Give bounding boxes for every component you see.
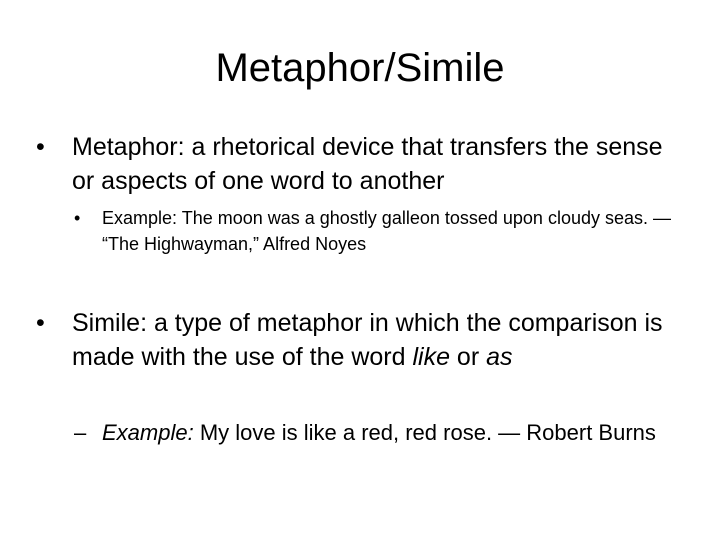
bullet-marker: •	[36, 309, 45, 337]
simile-example	[102, 418, 674, 448]
simile-definition-text: Simile: a type of metaphor in which the comparison is made with the use of the word	[72, 309, 663, 371]
bullet-metaphor	[36, 130, 676, 198]
word-or: or	[449, 343, 487, 371]
word-as: as	[486, 343, 513, 371]
sub-bullet-marker: •	[74, 208, 81, 228]
slide-title: Metaphor/Simile	[215, 46, 505, 90]
bullet-simile-example	[74, 418, 674, 448]
bullet-marker: •	[36, 133, 45, 161]
metaphor-definition: Metaphor: a rhetorical device that transfers the sense or aspects of one word to another	[72, 133, 663, 195]
simile-example-label: Example:	[102, 420, 194, 445]
simile-definition	[72, 306, 676, 374]
bullet-metaphor-example	[74, 205, 674, 257]
bullet-simile	[36, 306, 676, 374]
dash-marker: –	[74, 420, 87, 445]
word-like: like	[412, 343, 450, 371]
simile-example-text: My love is like a red, red rose. — Robert Burns	[193, 420, 656, 445]
metaphor-example: Example: The moon was a ghostly galleon tossed upon cloudy seas. — “The Highwayman,” Alfred Noyes	[102, 208, 671, 254]
